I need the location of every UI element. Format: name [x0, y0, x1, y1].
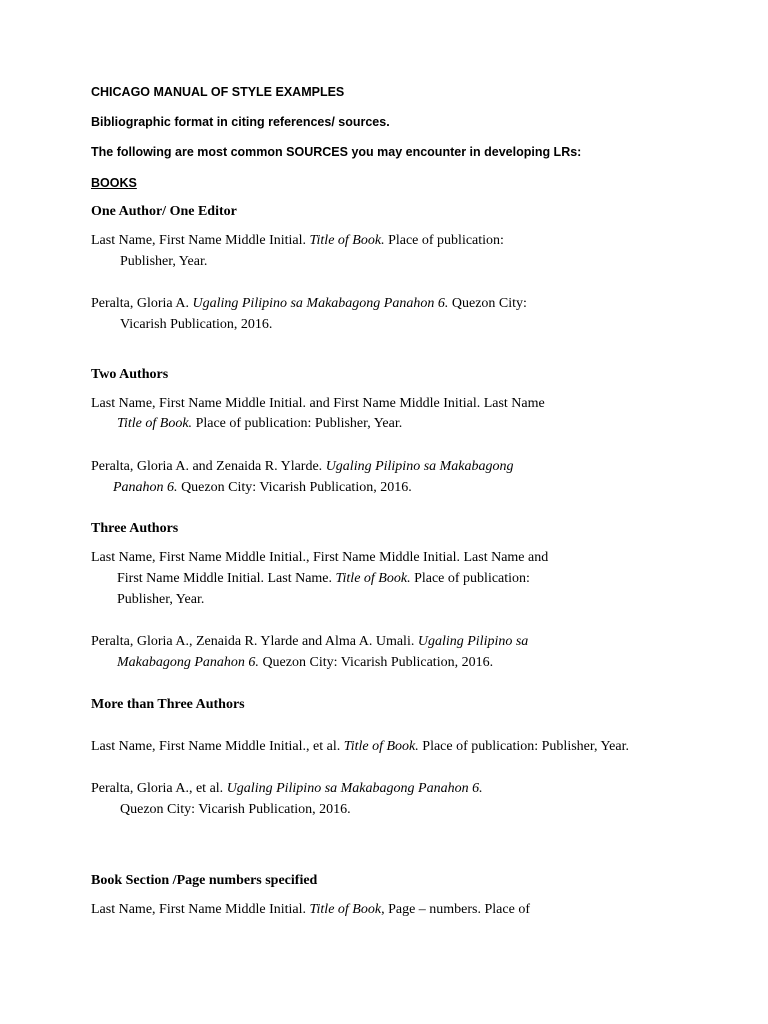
one-author-format-line-1 — [91, 233, 504, 249]
format-text: Place of publication: Publisher, Year. — [192, 416, 403, 431]
format-title: Title of Book. — [343, 739, 419, 754]
format-text: Last Name, First Name Middle Initial. — [91, 233, 310, 248]
example-text: Peralta, Gloria A., et al. — [91, 781, 227, 796]
three-authors-example-line-1 — [91, 634, 528, 650]
example-title: Panahon 6. — [113, 480, 178, 495]
example-title: Ugaling Pilipino sa Makabagong Panahon 6. — [192, 296, 449, 311]
example-text: Peralta, Gloria A. and Zenaida R. Ylarde. — [91, 459, 326, 474]
format-title: Title of Book. — [117, 416, 193, 431]
one-author-example-line-1 — [91, 296, 527, 312]
example-title: Ugaling Pilipino sa — [417, 634, 529, 649]
two-authors-format-line-1: Last Name, First Name Middle Initial. and First Name Middle Initial. Last Name — [91, 396, 545, 411]
example-title: Ugaling Pilipino sa Makabagong — [325, 459, 514, 474]
format-title: Title of Book — [309, 902, 382, 917]
book-section-heading: Book Section /Page numbers specified — [91, 873, 318, 888]
book-section-format-line-1 — [91, 902, 530, 918]
three-authors-example-line-2 — [117, 655, 493, 671]
format-title: Title of Book. — [309, 233, 385, 248]
format-title: Title of Book. — [335, 571, 411, 586]
books-heading: BOOKS — [91, 176, 137, 190]
example-text: Quezon City: Vicarish Publication, 2016. — [177, 480, 412, 495]
two-authors-format-line-2 — [117, 416, 402, 432]
format-text: First Name Middle Initial. Last Name. — [117, 571, 336, 586]
document-subtitle: Bibliographic format in citing references/ sources. — [91, 115, 390, 129]
example-title: Ugaling Pilipino sa Makabagong Panahon 6. — [226, 781, 483, 796]
three-authors-format-line-1: Last Name, First Name Middle Initial., First Name Middle Initial. Last Name and — [91, 550, 549, 565]
more-authors-heading: More than Three Authors — [91, 697, 245, 712]
example-text: Quezon City: — [448, 296, 527, 311]
format-text: Place of publication: — [410, 571, 530, 586]
more-authors-example-line-1 — [91, 781, 483, 797]
two-authors-example-line-1 — [91, 459, 514, 475]
example-text: Peralta, Gloria A., Zenaida R. Ylarde and Alma A. Umali. — [91, 634, 418, 649]
format-text: Last Name, First Name Middle Initial. — [91, 902, 310, 917]
document-intro: The following are most common SOURCES you may encounter in developing LRs: — [91, 145, 582, 159]
format-text: Last Name, First Name Middle Initial., et al. — [91, 739, 344, 754]
three-authors-format-line-2 — [117, 571, 530, 587]
example-text: Quezon City: Vicarish Publication, 2016. — [258, 655, 494, 670]
format-text: , Page – numbers. Place of — [381, 902, 530, 917]
document-title: CHICAGO MANUAL OF STYLE EXAMPLES — [91, 85, 345, 99]
two-authors-example-line-2 — [113, 480, 412, 496]
format-text: Place of publication: — [384, 233, 504, 248]
example-text: Peralta, Gloria A. — [91, 296, 193, 311]
one-author-heading: One Author/ One Editor — [91, 204, 237, 219]
three-authors-heading: Three Authors — [91, 521, 179, 536]
format-text: Place of publication: Publisher, Year. — [418, 739, 629, 754]
one-author-example-line-2: Vicarish Publication, 2016. — [120, 317, 273, 332]
two-authors-heading: Two Authors — [91, 367, 169, 382]
more-authors-example-line-2: Quezon City: Vicarish Publication, 2016. — [120, 802, 351, 817]
three-authors-format-line-3: Publisher, Year. — [117, 592, 205, 607]
more-authors-format-line-1 — [91, 739, 629, 755]
example-title: Makabagong Panahon 6. — [117, 655, 259, 670]
one-author-format-line-2: Publisher, Year. — [120, 254, 208, 269]
